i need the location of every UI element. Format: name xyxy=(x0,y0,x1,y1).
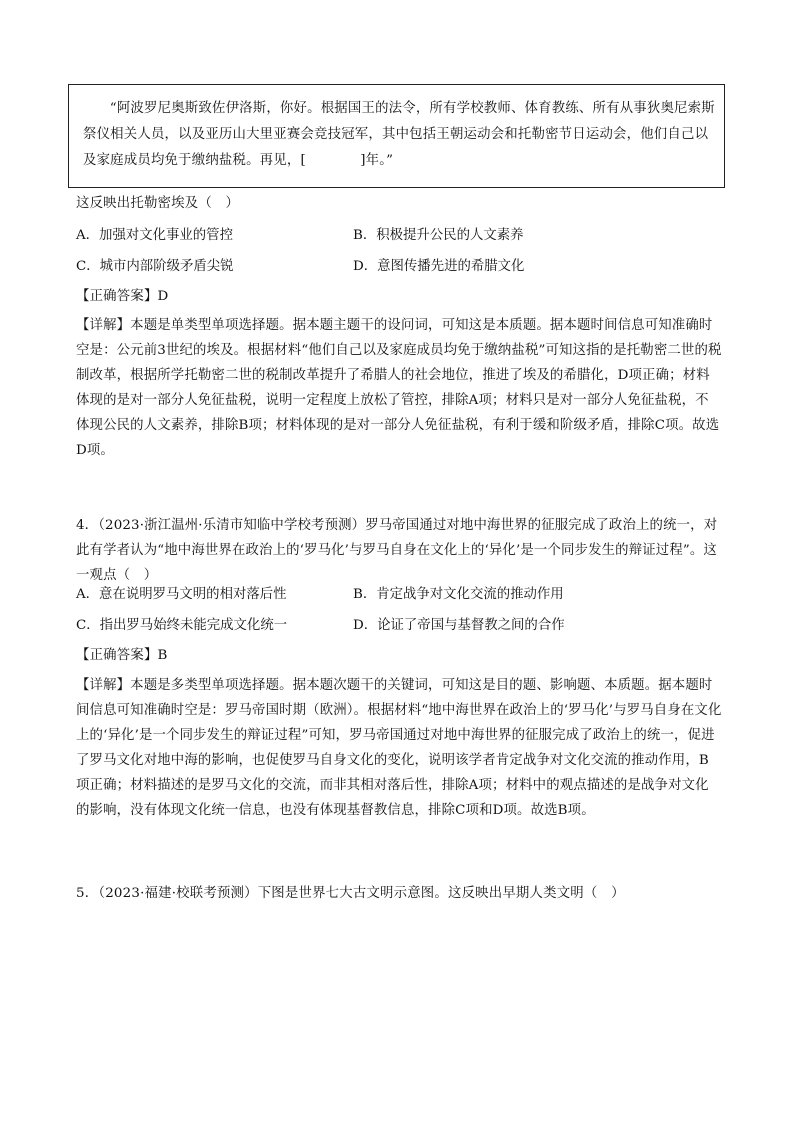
explanation-text: 【详解】本题是多类型单项选择题。据本题次题干的关键词，可知这是目的题、影响题、本质题。据本题时间信息可知准确时空是：罗马帝国时期（欧洲）。根据材料“地中海世界在政治上的‘罗马化’与罗马自身在文化上的‘异化’是一个同步发生的辩证过程”可知，罗马帝国通过对地中海世界的征服完成了政治上的统一，促进了罗马文化对地中海的影响，也促使罗马自身文化的变化，说明该学者肯定战争对文化交流的推动作用，B项正确；材料描述的是罗马文化的交流，而非其相对落后性，排除A项；材料中的观点描述的是战争对文化的影响，没有体现文化统一信息，也没有体现基督教信息，排除C项和D项。故选B项。 xyxy=(76,678,722,818)
option-d[interactable]: D．论证了帝国与基督教之间的合作 xyxy=(353,618,565,633)
option-c[interactable]: C．指出罗马始终未能完成文化统一 xyxy=(76,618,288,633)
option-a[interactable]: A．加强对文化事业的管控 xyxy=(76,228,233,243)
question-4-stem xyxy=(76,513,722,588)
question-3-answer: 【正确答案】D xyxy=(76,289,169,304)
explanation-text: 【详解】本题是单类型单项选择题。据本题主题干的设问词，可知这是本质题。据本题时间信息可知准确时空是：公元前3世纪的埃及。根据材料“他们自己以及家庭成员均免于缴纳盐税”可知这指的是托勒密二世的税制改革，根据所学托勒密二世的税制改革提升了希腊人的社会地位，推进了埃及的希腊化，D项正确；材料体现的是对一部分人免征盐税，说明一定程度上放松了管控，排除A项；材料只是对一部分人免征盐税，不体现公民的人文素养，排除B项；材料体现的是对一部分人免征盐税，有利于缓和阶级矛盾，排除C项。故选D项。 xyxy=(76,318,722,458)
source-quote-text: “阿波罗尼奥斯致佐伊洛斯，你好。根据国王的法令，所有学校教师、体育教练、所有从事狄奥尼索斯祭仪相关人员，以及亚历山大里亚赛会竞技冠军，其中包括王朝运动会和托勒密节日运动会，他们自己以及家庭成员均免于缴纳盐税。再见，[ ]年。” xyxy=(83,101,715,168)
question-4-explanation xyxy=(76,673,722,823)
option-a[interactable]: A．意在说明罗马文明的相对落后性 xyxy=(76,587,287,602)
source-quote-box xyxy=(68,84,725,188)
question-5-stem: 5．（2023·福建·校联考预测）下图是世界七大古文明示意图。这反映出早期人类文明（ ） xyxy=(76,886,625,901)
option-d[interactable]: D．意图传播先进的希腊文化 xyxy=(353,259,525,274)
option-c[interactable]: C．城市内部阶级矛盾尖锐 xyxy=(76,259,234,274)
option-b[interactable]: B．肯定战争对文化交流的推动作用 xyxy=(353,587,564,602)
option-b[interactable]: B．积极提升公民的人文素养 xyxy=(353,228,524,243)
question-3-explanation xyxy=(76,313,722,463)
question-4-stem-text: 4．（2023·浙江温州·乐清市知临中学校考预测）罗马帝国通过对地中海世界的征服完成了政治上的统一，对此有学者认为“地中海世界在政治上的‘罗马化’与罗马自身在文化上的‘异化’是一个同步发生的辩证过程”。这一观点（ ） xyxy=(76,518,718,583)
question-4-answer: 【正确答案】B xyxy=(76,648,168,663)
question-3-stem: 这反映出托勒密埃及（ ） xyxy=(76,196,240,211)
